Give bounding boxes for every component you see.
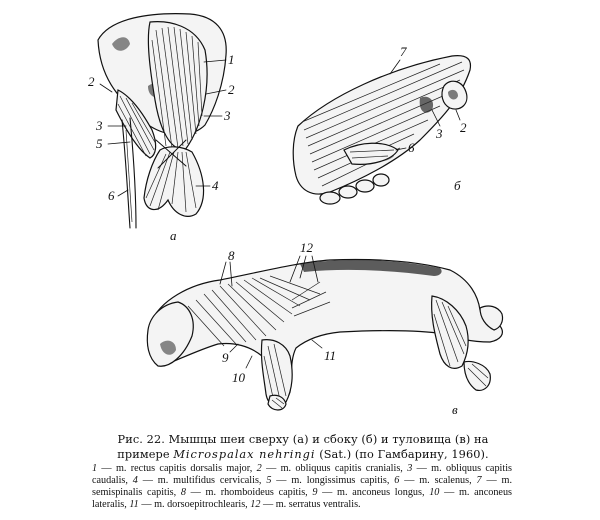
legend-text: — m. longissimus capitis, xyxy=(271,475,395,486)
panel-c-label-11: 11 xyxy=(324,348,337,363)
panel-b-drawing xyxy=(293,56,470,204)
panel-b-label-6: 6 xyxy=(408,140,415,155)
figure-caption xyxy=(88,432,518,462)
caption-species: Microspalax nehringi xyxy=(173,448,316,461)
legend-text: — m. scalenus, xyxy=(399,475,477,486)
legend-number: 9 xyxy=(312,487,318,498)
panel-a-drawing xyxy=(98,14,226,228)
legend-text: — m. serratus ventralis. xyxy=(260,499,361,510)
panel-c-letter: в xyxy=(452,402,458,417)
legend-text: — m. semispinalis capitis, xyxy=(92,475,513,498)
panel-b-label-2: 2 xyxy=(460,120,467,135)
legend-text: — m. dorsoepitrochlearis, xyxy=(138,499,251,510)
panel-c-label-12: 12 xyxy=(300,240,313,255)
legend-entry xyxy=(266,475,394,486)
legend-number: 3 xyxy=(407,463,413,474)
panel-c-label-8: 8 xyxy=(228,248,235,263)
legend-number: 12 xyxy=(250,499,261,510)
legend-entry xyxy=(129,499,250,510)
legend-number: 4 xyxy=(132,475,138,486)
legend-text: — m. rhomboideus capitis, xyxy=(185,487,313,498)
legend-entry xyxy=(181,487,313,498)
legend-text: — m. obliquus capitis cranialis, xyxy=(261,463,408,474)
panel-a-label-3-right: 3 xyxy=(224,108,231,123)
legend-number: 1 xyxy=(92,463,98,474)
legend-entry xyxy=(92,463,257,474)
legend-text: — m. anconeus longus, xyxy=(317,487,430,498)
legend-text: — m. rectus capitis dorsalis major, xyxy=(97,463,257,474)
legend-text: — m. multifidus cervicalis, xyxy=(137,475,267,486)
panel-a-label-2-left: 2 xyxy=(88,74,95,89)
legend-number: 10 xyxy=(429,487,440,498)
legend-number: 7 xyxy=(476,475,482,486)
panel-a-label-2-right: 2 xyxy=(228,82,235,97)
panel-a-label-3-left: 3 xyxy=(96,118,103,133)
legend-number: 11 xyxy=(129,499,139,510)
figure-legend xyxy=(92,463,512,511)
legend-text: — m. anconeus lateralis, xyxy=(92,487,513,510)
panel-b-label-7: 7 xyxy=(400,44,407,59)
panel-c-label-10: 10 xyxy=(232,370,245,385)
legend-number: 2 xyxy=(256,463,262,474)
panel-b-label-3: 3 xyxy=(436,126,443,141)
panel-a-label-1: 1 xyxy=(228,52,235,67)
legend-entry xyxy=(312,487,429,498)
legend-entry xyxy=(133,475,267,486)
legend-entry xyxy=(257,463,408,474)
panel-c-drawing xyxy=(147,259,502,410)
legend-number: 8 xyxy=(180,487,186,498)
legend-number: 5 xyxy=(266,475,272,486)
legend-entry xyxy=(394,475,476,486)
panel-a-label-6: 6 xyxy=(108,188,115,203)
panel-b-letter: б xyxy=(454,178,461,193)
legend-number: 6 xyxy=(394,475,400,486)
legend-entry xyxy=(250,499,360,510)
panel-a-label-4: 4 xyxy=(212,178,219,193)
panel-c-label-9: 9 xyxy=(222,350,229,365)
panel-a-letter: а xyxy=(170,228,177,243)
caption-line-2-start: примере xyxy=(117,448,170,461)
legend-text: — m. obliquus capitis caudalis, xyxy=(92,463,513,486)
caption-line-2-end: (Sat.) (по Гамбарину, 1960). xyxy=(319,448,489,461)
panel-a-label-5: 5 xyxy=(96,136,103,151)
caption-line-1: Рис. 22. Мышцы шеи сверху (а) и сбоку (б) и туловища (в) на xyxy=(117,433,489,446)
